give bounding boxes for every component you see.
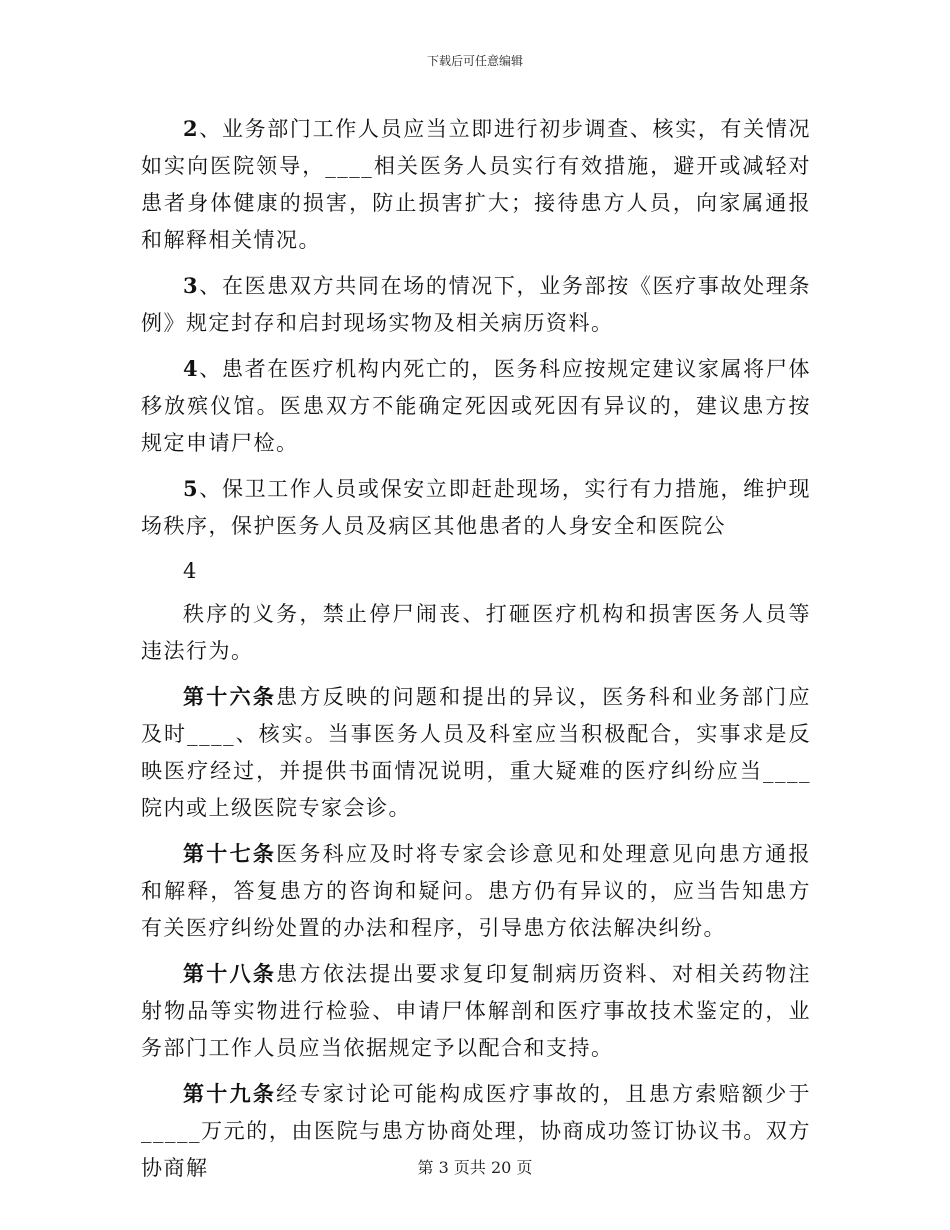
paragraph-text: 、业务部门工作人员应当立即进行初步调查、核实，有关情况如实向医院领导，____相关医务人员实行有效措施，避开或减轻对患者身体健康的损害，防止损害扩大；接待患方人员，向家属通报和解释相关情况。 xyxy=(141,117,811,252)
article-text: 医务科应及时将专家会诊意见和处理意见向患方通报和解释，答复患方的咨询和疑问。患方仍有异议的，应当告知患方有关医疗纠纷处置的办法和程序，引导患方依法解决纠纷。 xyxy=(141,842,812,940)
article-title: 第十七条 xyxy=(183,841,277,866)
paragraph-number: 2 xyxy=(183,116,200,141)
paragraph-number: 3 xyxy=(183,273,200,298)
article-title: 第十六条 xyxy=(183,684,277,709)
continuation-paragraph: 秩序的义务，禁止停尸闹丧、打砸医疗机构和损害医务人员等违法行为。 xyxy=(141,602,811,663)
article-text: 患方反映的问题和提出的异议，医务科和业务部门应及时____、核实。当事医务人员及科室应当积极配合，实事求是反映医疗经过，并提供书面情况说明，重大疑难的医疗纠纷应当____院内或上级医院专家会诊。 xyxy=(141,685,812,820)
paragraph-3 xyxy=(141,267,811,342)
paragraph-2 xyxy=(141,110,811,259)
paragraph-4 xyxy=(141,350,811,462)
article-text: 患方依法提出要求复印复制病历资料、对相关药物注射物品等实物进行检验、申请尸体解剖和医疗事故技术鉴定的，业务部门工作人员应当依据规定予以配合和支持。 xyxy=(141,962,812,1060)
article-16 xyxy=(141,678,811,827)
paragraph-text: 、保卫工作人员或保安立即赶赴现场，实行有力措施，维护现场秩序，保护医务人员及病区其他患者的人身安全和医院公 xyxy=(141,477,811,538)
paragraph-number: 4 xyxy=(183,356,200,381)
paragraph-text: 、患者在医疗机构内死亡的，医务科应按规定建议家属将尸体移放殡仪馆。医患双方不能确定死因或死因有异议的，建议患方按规定申请尸检。 xyxy=(141,357,811,455)
article-17 xyxy=(141,835,811,947)
paragraph-5 xyxy=(141,470,811,545)
paragraph-text: 、在医患双方共同在场的情况下，业务部按《医疗事故处理条例》规定封存和启封现场实物及相关病历资料。 xyxy=(141,274,811,335)
article-title: 第十八条 xyxy=(183,961,277,986)
document-body xyxy=(141,110,811,1195)
page-footer: 第 3 页共 20 页 xyxy=(417,1158,533,1177)
paragraph-number: 5 xyxy=(183,476,200,501)
article-18 xyxy=(141,955,811,1067)
inline-page-marker: 4 xyxy=(183,559,198,583)
article-title: 第十九条 xyxy=(183,1081,277,1106)
page-header: 下载后可任意编辑 xyxy=(426,54,523,68)
article-text: 经专家讨论可能构成医疗事故的，且患方索赔额少于_____万元的，由医院与患方协商处理，协商成功签订协议书。双方协商解 xyxy=(141,1082,812,1180)
